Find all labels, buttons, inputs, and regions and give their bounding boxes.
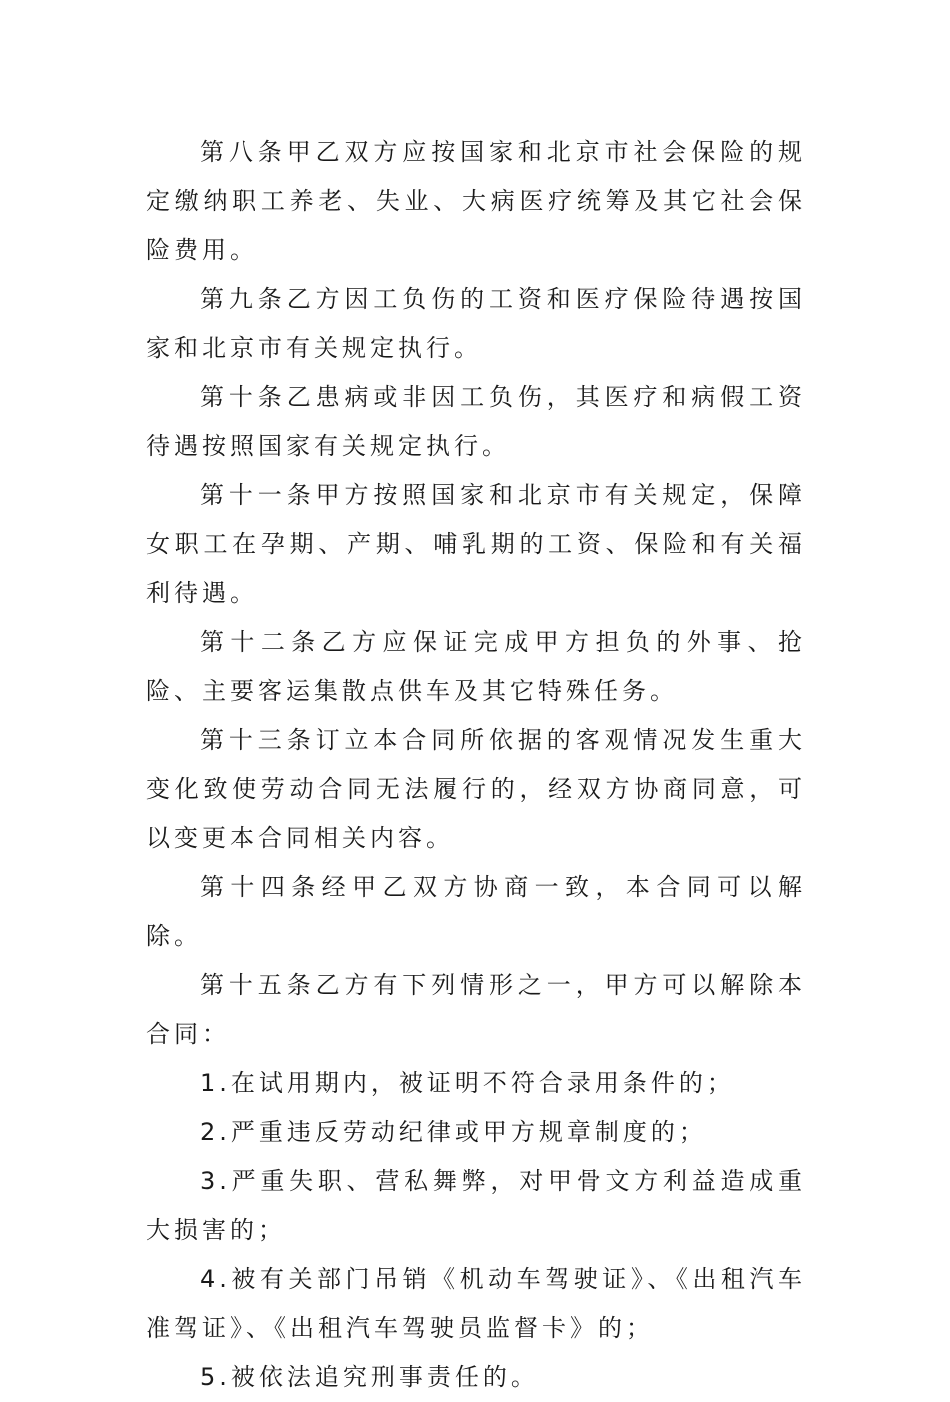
article-15-paragraph: 第十五条乙方有下列情形之一，甲方可以解除本合同： [146,971,806,1048]
article-13-paragraph: 第十三条订立本合同所依据的客观情况发生重大变化致使劳动合同无法履行的，经双方协商同意，可以变更本合同相关内容。 [146,726,806,852]
list-item-3: 3.严重失职、营私舞弊，对甲骨文方利益造成重大损害的； [146,1167,806,1244]
list-item-2: 2.严重违反劳动纪律或甲方规章制度的； [200,1118,707,1146]
article-10-paragraph: 第十条乙患病或非因工负伤，其医疗和病假工资待遇按照国家有关规定执行。 [146,383,806,460]
article-12-paragraph: 第十二条乙方应保证完成甲方担负的外事、抢险、主要客运集散点供车及其它特殊任务。 [146,628,806,705]
list-item-5: 5.被依法追究刑事责任的。 [200,1363,539,1391]
list-item-1: 1.在试用期内，被证明不符合录用条件的； [200,1069,735,1097]
article-8-paragraph: 第八条甲乙双方应按国家和北京市社会保险的规定缴纳职工养老、失业、大病医疗统筹及其它社会保险费用。 [146,138,806,264]
article-9-paragraph: 第九条乙方因工负伤的工资和医疗保险待遇按国家和北京市有关规定执行。 [146,285,806,362]
article-11-paragraph: 第十一条甲方按照国家和北京市有关规定，保障女职工在孕期、产期、哺乳期的工资、保险和有关福利待遇。 [146,481,806,607]
article-14-paragraph: 第十四条经甲乙双方协商一致，本合同可以解除。 [146,873,806,950]
document-body [146,128,806,1402]
list-item-4: 4.被有关部门吊销《机动车驾驶证》、《出租汽车准驾证》、《出租汽车驾驶员监督卡》的； [146,1265,806,1342]
